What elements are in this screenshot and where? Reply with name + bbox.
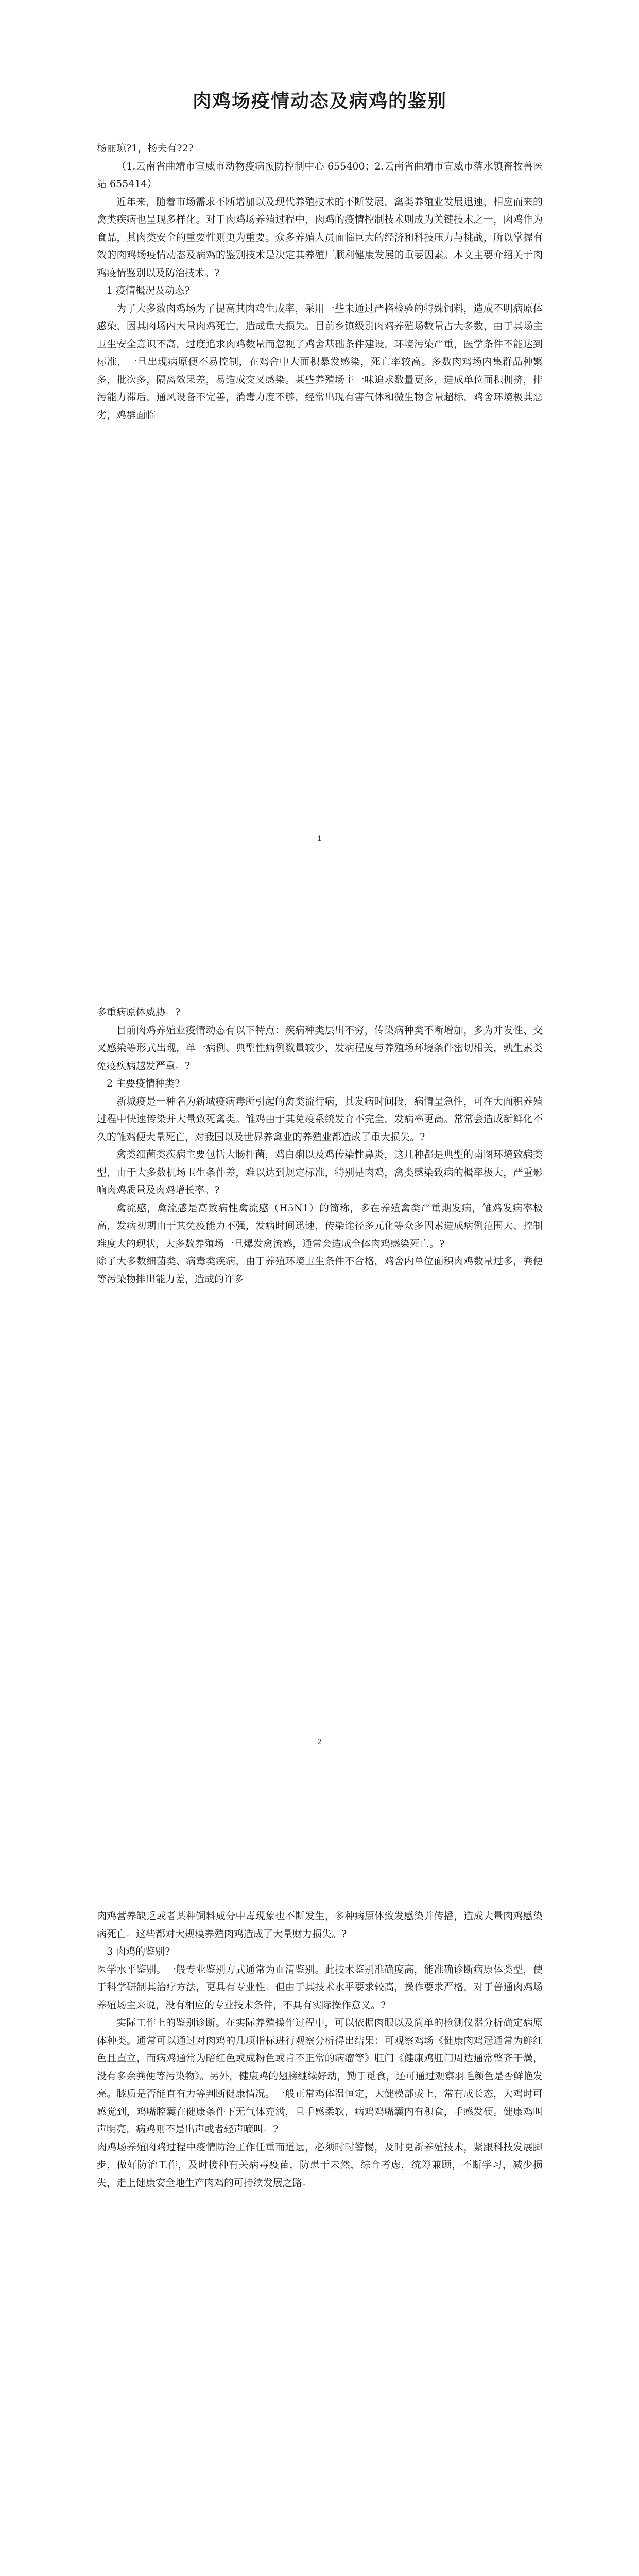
page-number: 1 — [317, 835, 322, 843]
body-paragraph: 为了大多数肉鸡场为了提高其肉鸡生成率，采用一些未通过严格检验的特殊饲料，造成不明病原体感染，因其肉场内大量肉鸡死亡，造成重大损失。目前乡镇级别肉鸡养殖场数量占大多数，由于其场主卫生安全意识不高，过度追求肉鸡数量而忽视了鸡舍基础条件建设，环境污染严重，医学条件不能达到标准，一旦出现病原便不易控制，在鸡舍中大面积暴发感染，死亡率较高。多数肉鸡场内集群品种繁多，批次多，隔离效果差，易造成交叉感染。某些养殖场主一味追求数量更多，造成单位面积拥挤，排污能力滞后，通风设备不完善，消毒力度不够，经常出现有害气体和微生物含量超标，鸡舍环境极其恶劣，鸡群面临 — [97, 302, 543, 421]
page-1-content — [97, 87, 543, 424]
body-paragraph: 禽类细菌类疾病主要包括大肠杆菌，鸡白痢以及鸡传染性鼻炎，这几种都是典型的南图环境致病类型，由于大多数机场卫生条件差，难以达到规定标准，特别是肉鸡，禽类感染致病的概率极大，严重影响肉鸡质量及肉鸡增长率。? — [97, 1149, 543, 1196]
page-number: 2 — [317, 1738, 322, 1747]
section-heading-2: 2 主要疫情种类? — [107, 1078, 180, 1089]
body-paragraph: 新城疫是一种名为新城疫病毒所引起的禽类流行病，其发病时间段，病情呈急性，可在大面积养殖过程中快速传染并大量致死禽类。雏鸡由于其免疫系统发育不完全，发病率更高。常常会造成新鲜化不久的雏鸡便大量死亡，对我国以及世界养禽业的养殖业都造成了重大损失。? — [97, 1095, 543, 1143]
body-paragraph: 肉鸡场养殖肉鸡过程中疫情防治工作任重而道远，必须时时警惕，及时更新养殖技术，紧跟科技发展脚步，做好防治工作，及时接种有关病毒疫苗，防患于未然，综合考虑，统筹兼顾，不断学习，减少损失，走上健康安全地生产肉鸡的可持续发展之路。 — [97, 2141, 543, 2189]
affiliations: （1.云南省曲靖市宣威市动物疫病预防控制中心 655400；2.云南省曲靖市宣威市落水镇畜牧兽医站 655414） — [97, 160, 543, 190]
page-3-content — [97, 1907, 543, 2192]
abstract-paragraph: 近年来，随着市场需求不断增加以及现代养殖技术的不断发展，禽类养殖业发展迅速，相应而来的禽类疾病也呈现多样化。对于肉鸡场养殖过程中，肉鸡的疫情控制技术则成为关键技术之一，肉鸡作为食品，其肉类安全的重要性则更为重要。众多养殖人员面临巨大的经济和科技压力与挑战，所以掌握有效的肉鸡场疫情动态及病鸡的鉴别技术是决定其养殖厂顺利健康发展的重要因素。本文主要介绍关于肉鸡疫情鉴别以及防治技术。? — [97, 196, 543, 279]
page-1 — [0, 0, 639, 904]
page-3 — [0, 1807, 639, 2576]
body-paragraph: 肉鸡营养缺乏或者某种饲料成分中毒现象也不断发生，多种病原体致发感染并传播，造成大量肉鸡感染病死亡。这些都对大规模养殖肉鸡造成了大量财力损失。? — [97, 1910, 543, 1940]
body-paragraph: 实际工作上的鉴别诊断。在实际养殖操作过程中，可以依据肉眼以及简单的检测仪器分析确定病原体种类。通常可以通过对肉鸡的几项指标进行观察分析得出结果：可观察鸡场《健康肉鸡冠通常为鲜红色且直立，而病鸡通常为暗红色或成粉色或肯不正常的病瘤等》肛门《健康鸡肛门周边通常整齐干燥，没有多余粪便等污染物》。另外，健康鸡的翅膀继续好动，勤于觅食，还可通过观察羽毛颜色是否鲜艳发亮。膝质是否能直有力等判断健康情况。一般正常鸡体温恒定，大健模部或上，常有成长态，大鸡时可感觉到，鸡嘴腔囊在健康条件下无气体充满，且手感柔软，病鸡鸡嘴囊内有积食，手感发硬。健康鸡叫声明亮，病鸡则不是出声或者轻声嘀叫。? — [97, 2017, 543, 2135]
body-paragraph: 除了大多数细菌类、病毒类疾病，由于养殖环境卫生条件不合格，鸡舍内单位面积肉鸡数量过多，粪便等污染物排出能力差，造成的许多 — [97, 1256, 543, 1285]
body-paragraph: 医学水平鉴别。一般专业鉴别方式通常为血清鉴别。此技术鉴别准确度高，能准确诊断病原体类型，使于科学研制其治疗方法，更具有专业性。但由于其技术水平要求较高，操作要求严格，对于普通肉鸡场养殖场主来说，没有相应的专业技术条件，不具有实际操作意义。? — [97, 1963, 543, 2011]
section-heading-3: 3 肉鸡的鉴别? — [107, 1946, 170, 1957]
body-paragraph: 目前肉鸡养殖业疫情动态有以下特点：疾病种类层出不穷，传染病种类不断增加，多为并发性、交叉感染等形式出现，单一病例、典型性病例数量较少，发病程度与养殖场环境条件密切相关，孰生素类免疫疾病越发严重。? — [97, 1024, 543, 1072]
article-title: 肉鸡场疫情动态及病鸡的鉴别 — [192, 90, 447, 112]
section-heading-1: 1 疫情概况及动态? — [107, 285, 190, 296]
body-paragraph: 禽流感，禽流感是高致病性禽流感（H5N1）的简称，多在养殖禽类严重期发病，雏鸡发病率极高，发病初期由于其免疫能力不强，发病时间迅速，传染途径多元化等众多因素造成病例范围大、控制难度大的现状，大多数养殖场一旦爆发禽流感，通常会造成全体肉鸡感染死亡。? — [97, 1202, 543, 1249]
page-2 — [0, 904, 639, 1807]
page-2-content — [97, 1004, 543, 1288]
body-paragraph: 多重病原体威胁。? — [97, 1007, 181, 1018]
authors: 杨丽琼?1，杨夫有?2? — [97, 143, 194, 154]
